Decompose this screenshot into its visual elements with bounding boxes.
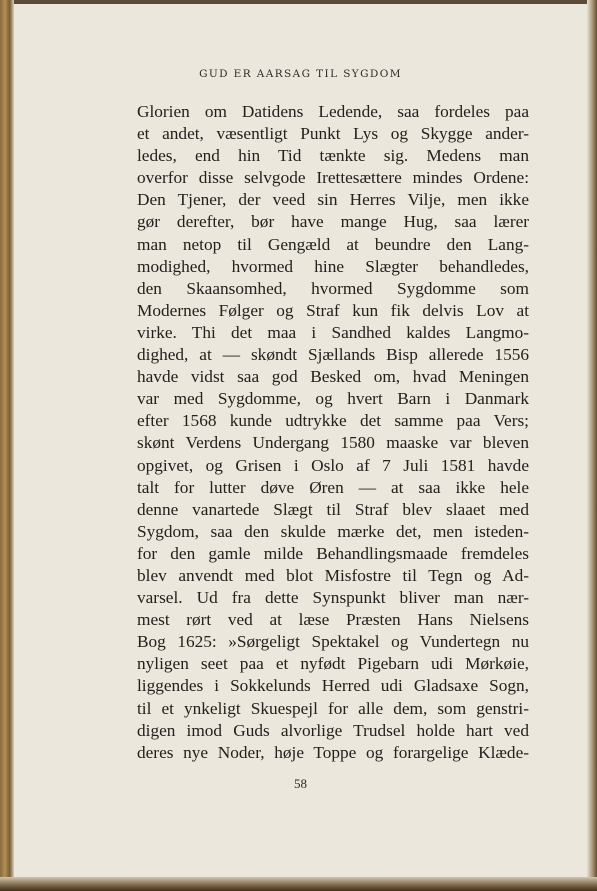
running-head: GUD ER AARSAG TIL SYGDOM [199, 68, 402, 80]
text-line: Glorien om Datidens Ledende, saa fordeles paa [137, 102, 529, 121]
text-line: Modernes Følger og Straf kun fik delvis Lov at [137, 300, 529, 320]
text-line: talt for lutter døve Øren — at saa ikke hele [137, 477, 529, 497]
text-line: for den gamle milde Behandlingsmaade fremdeles [137, 543, 529, 563]
text-line: man netop til Gengæld at beundre den Lang- [137, 234, 529, 254]
text-line: mest rørt ved at læse Præsten Hans Nielsens [137, 610, 529, 630]
text-line: til et ynkeligt Skuespejl for alle dem, som genstri- [137, 698, 529, 718]
text-line: overfor disse selvgode Irettesættere mindes Ordene: [137, 168, 529, 188]
text-line: skønt Verdens Undergang 1580 maaske var bleven [137, 433, 529, 453]
book-bottom-edge [0, 877, 597, 891]
text-line: et andet, væsentligt Punkt Lys og Skygge ander- [137, 124, 529, 144]
text-line: gør derefter, bør have mange Hug, saa lærer [137, 212, 529, 232]
text-line: modighed, hvormed hine Slægter behandledes, [137, 256, 529, 276]
text-line: blev anvendt med blot Misfostre til Tegn og Ad- [137, 565, 529, 585]
text-line: dighed, at — skøndt Sjællands Bisp allerede 1556 [137, 345, 529, 365]
text-line: Sygdom, saa den skulde mærke det, men isteden- [137, 521, 529, 541]
text-line: opgivet, og Grisen i Oslo af 7 Juli 1581 havde [137, 455, 529, 475]
text-line: havde vidst saa god Besked om, hvad Meningen [137, 367, 529, 387]
text-line: var med Sygdomme, og hvert Barn i Danmark [137, 389, 529, 409]
text-line: efter 1568 kunde udtrykke det samme paa Vers; [137, 411, 529, 431]
text-line: den Skaansomhed, hvormed Sygdomme som [137, 278, 529, 298]
page-right-edge [587, 0, 597, 891]
book-page [14, 4, 587, 877]
text-line: digen imod Guds alvorlige Trudsel holde hart ved [137, 720, 529, 740]
page-number: 58 [294, 776, 307, 791]
body-text [137, 101, 529, 764]
text-line: ledes, end hin Tid tænkte sig. Medens man [137, 146, 529, 166]
book-spine-edge [0, 0, 14, 891]
text-line: denne vanartede Slægt til Straf blev slaaet med [137, 499, 529, 519]
text-line: Bog 1625: »Sørgeligt Spektakel og Vundertegn nu [137, 632, 529, 652]
text-line: Den Tjener, der veed sin Herres Vilje, men ikke [137, 190, 529, 210]
text-line: nyligen seet paa et nyfødt Pigebarn udi Mørkøie, [137, 654, 529, 674]
text-line: virke. Thi det maa i Sandhed kaldes Langmo- [137, 322, 529, 342]
text-line: varsel. Ud fra dette Synspunkt bliver man nær- [137, 588, 529, 608]
text-line: deres nye Noder, høje Toppe og forargelige Klæde- [137, 742, 529, 762]
text-line: liggendes i Sokkelunds Herred udi Gladsaxe Sogn, [137, 676, 529, 696]
